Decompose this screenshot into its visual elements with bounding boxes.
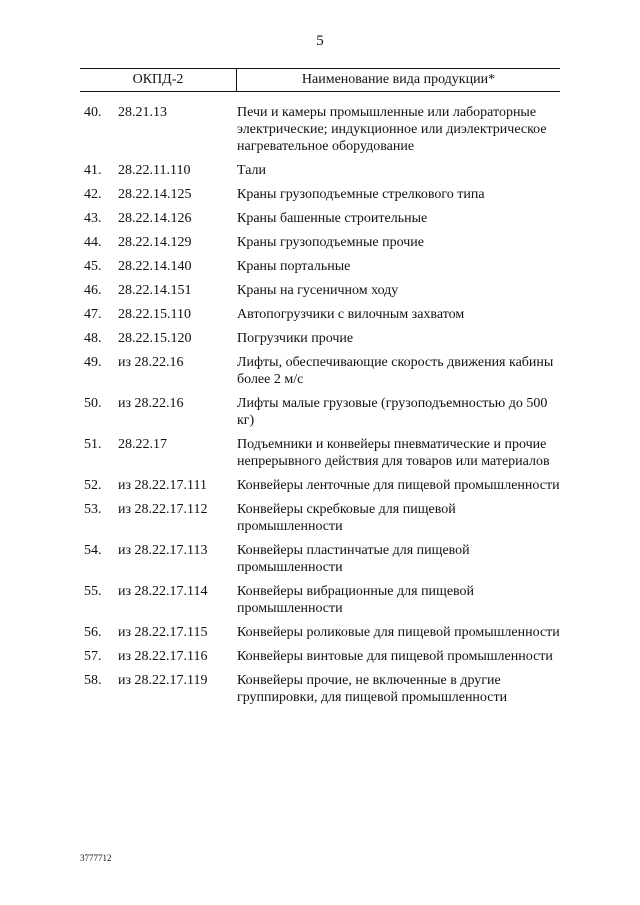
okpd-code: 28.22.11.110: [118, 163, 191, 178]
table-row: [0, 583, 640, 617]
product-name: Лифты, обеспечивающие скорость движения кабины более 2 м/с: [237, 355, 554, 387]
row-number: 52.: [84, 478, 102, 493]
product-list: [0, 104, 640, 713]
table-row: [0, 186, 640, 203]
row-number: 46.: [84, 283, 102, 298]
okpd-code: 28.22.15.110: [118, 307, 191, 322]
row-number: 54.: [84, 543, 102, 558]
table-row: [0, 542, 640, 576]
product-name: Погрузчики прочие: [237, 331, 354, 346]
okpd-code: 28.22.17: [118, 437, 167, 452]
table-row: [0, 672, 640, 706]
table-row: [0, 162, 640, 179]
product-name: Конвейеры скребковые для пищевой промышленности: [237, 502, 456, 534]
table-row: [0, 210, 640, 227]
product-name: Конвейеры пластинчатые для пищевой промышленности: [237, 543, 470, 575]
product-name: Печи и камеры промышленные или лабораторные электрические; индукционное или диэлектрическое нагревательное оборудование: [237, 105, 547, 154]
okpd-code: из 28.22.16: [118, 355, 184, 370]
row-number: 41.: [84, 163, 102, 178]
okpd-code: 28.22.14.125: [118, 187, 192, 202]
row-number: 44.: [84, 235, 102, 250]
row-number: 43.: [84, 211, 102, 226]
table-row: [0, 648, 640, 665]
row-number: 56.: [84, 625, 102, 640]
product-name: Подъемники и конвейеры пневматические и прочие непрерывного действия для товаров или материалов: [237, 437, 550, 469]
product-name: Краны башенные строительные: [237, 211, 428, 226]
row-number: 53.: [84, 502, 102, 517]
okpd-code: из 28.22.17.114: [118, 584, 208, 599]
product-name: Тали: [237, 163, 267, 178]
document-code: 3777712: [80, 853, 112, 863]
row-number: 47.: [84, 307, 102, 322]
product-name: Автопогрузчики с вилочным захватом: [237, 307, 465, 322]
okpd-code: из 28.22.17.119: [118, 673, 208, 688]
okpd-code: 28.22.14.140: [118, 259, 192, 274]
table-row: [0, 354, 640, 388]
table-row: [0, 395, 640, 429]
product-name: Краны грузоподъемные стрелкового типа: [237, 187, 485, 202]
row-number: 58.: [84, 673, 102, 688]
header-okpd: ОКПД-2: [80, 69, 237, 91]
product-name: Лифты малые грузовые (грузоподъемностью до 500 кг): [237, 396, 548, 428]
row-number: 55.: [84, 584, 102, 599]
table-row: [0, 306, 640, 323]
okpd-code: 28.22.14.129: [118, 235, 192, 250]
page-number: 5: [316, 33, 324, 49]
header-product-name: Наименование вида продукции*: [301, 72, 496, 87]
okpd-code: 28.22.14.126: [118, 211, 192, 226]
okpd-code: 28.22.15.120: [118, 331, 192, 346]
row-number: 48.: [84, 331, 102, 346]
okpd-code: из 28.22.17.113: [118, 543, 208, 558]
okpd-code: из 28.22.17.115: [118, 625, 208, 640]
product-name: Конвейеры роликовые для пищевой промышленности: [237, 625, 560, 640]
row-number: 45.: [84, 259, 102, 274]
row-number: 50.: [84, 396, 102, 411]
product-name: Краны портальные: [237, 259, 351, 274]
okpd-code: 28.22.14.151: [118, 283, 192, 298]
product-name: Краны грузоподъемные прочие: [237, 235, 424, 250]
product-name: Конвейеры вибрационные для пищевой промышленности: [237, 584, 475, 616]
row-number: 57.: [84, 649, 102, 664]
table-row: [0, 330, 640, 347]
table-row: [0, 234, 640, 251]
row-number: 49.: [84, 355, 102, 370]
product-name: Краны на гусеничном ходу: [237, 283, 399, 298]
okpd-code: 28.21.13: [118, 105, 167, 120]
row-number: 40.: [84, 105, 102, 120]
table-header: [80, 68, 560, 92]
product-name: Конвейеры ленточные для пищевой промышленности: [237, 478, 560, 493]
table-row: [0, 624, 640, 641]
table-row: [0, 104, 640, 155]
table-row: [0, 477, 640, 494]
table-row: [0, 436, 640, 470]
table-row: [0, 282, 640, 299]
row-number: 51.: [84, 437, 102, 452]
table-row: [0, 258, 640, 275]
product-name: Конвейеры винтовые для пищевой промышленности: [237, 649, 553, 664]
okpd-code: из 28.22.17.111: [118, 478, 207, 493]
okpd-code: из 28.22.17.116: [118, 649, 208, 664]
okpd-code: из 28.22.17.112: [118, 502, 208, 517]
row-number: 42.: [84, 187, 102, 202]
product-name: Конвейеры прочие, не включенные в другие группировки, для пищевой промышленности: [237, 673, 508, 705]
okpd-code: из 28.22.16: [118, 396, 184, 411]
table-row: [0, 501, 640, 535]
